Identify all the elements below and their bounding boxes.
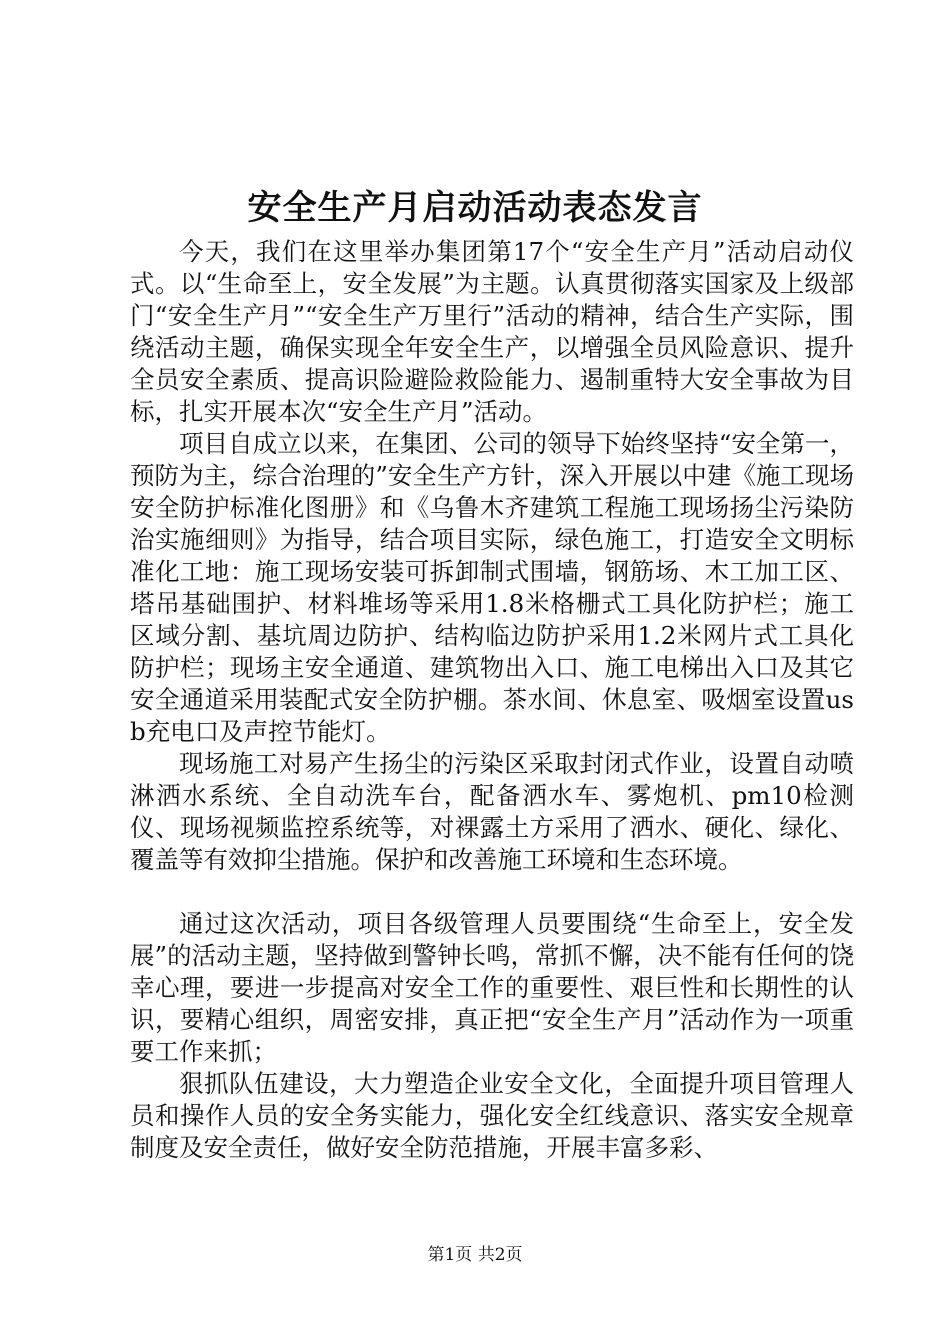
document-title: 安全生产月启动活动表态发言	[247, 188, 703, 228]
document-body	[130, 236, 854, 1164]
paragraph-1: 今天，我们在这里举办集团第17个“安全生产月”活动启动仪式。以“生命至上，安全发展”为主题。认真贯彻落实国家及上级部门“安全生产月”“安全生产万里行”活动的精神，结合生产实际，围绕活动主题，确保实现全年安全生产，以增强全员风险意识、提升全员安全素质、提高识险避险救险能力、遏制重特大安全事故为目标，扎实开展本次“安全生产月”活动。	[130, 237, 854, 426]
paragraph-5: 狠抓队伍建设，大力塑造企业安全文化，全面提升项目管理人员和操作人员的安全务实能力，强化安全红线意识、落实安全规章制度及安全责任，做好安全防范措施，开展丰富多彩、	[130, 1069, 854, 1162]
page-number: 第1页 共2页	[427, 1245, 523, 1265]
paragraph-2: 项目自成立以来，在集团、公司的领导下始终坚持“安全第一，预防为主，综合治理的”安全生产方针，深入开展以中建《施工现场安全防护标准化图册》和《乌鲁木齐建筑工程施工现场扬尘污染防治实施细则》为指导，结合项目实际，绿色施工，打造安全文明标准化工地：施工现场安装可拆卸制式围墙，钢筋场、木工加工区、塔吊基础围护、材料堆场等采用1.8米格栅式工具化防护栏；施工区域分割、基坑周边防护、结构临边防护采用1.2米网片式工具化防护栏；现场主安全通道、建筑物出入口、施工电梯出入口及其它安全通道采用装配式安全防护棚。茶水间、休息室、吸烟室设置usb充电口及声控节能灯。	[130, 429, 854, 746]
paragraph-3: 现场施工对易产生扬尘的污染区采取封闭式作业，设置自动喷淋洒水系统、全自动洗车台，配备洒水车、雾炮机、pm10检测仪、现场视频监控系统等，对裸露土方采用了洒水、硬化、绿化、覆盖等有效抑尘措施。保护和改善施工环境和生态环境。	[130, 749, 854, 874]
paragraph-4: 通过这次活动，项目各级管理人员要围绕“生命至上，安全发展”的活动主题，坚持做到警钟长鸣，常抓不懈，决不能有任何的饶幸心理，要进一步提高对安全工作的重要性、艰巨性和长期性的认识，要精心组织，周密安排，真正把“安全生产月”活动作为一项重要工作来抓；	[130, 909, 854, 1066]
paragraph-spacer	[130, 876, 854, 908]
